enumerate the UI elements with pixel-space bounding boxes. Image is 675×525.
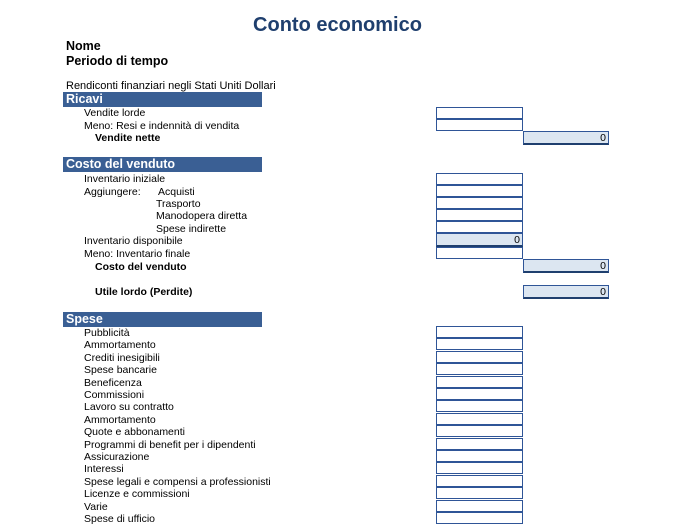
expense-input[interactable] xyxy=(436,326,523,338)
expense-input[interactable] xyxy=(436,487,523,499)
expense-input[interactable] xyxy=(436,413,523,425)
expense-input[interactable] xyxy=(436,388,523,400)
section-header-revenue: Ricavi xyxy=(63,92,262,107)
label-closing-inventory: Meno: Inventario finale xyxy=(84,248,191,260)
expense-input[interactable] xyxy=(436,500,523,512)
currency-note: Rendiconti finanziari negli Stati Uniti Dollari xyxy=(66,80,276,92)
label-purchases: Acquisti xyxy=(158,186,195,198)
expense-label: Assicurazione xyxy=(84,451,150,463)
expense-label: Spese di ufficio xyxy=(84,513,156,525)
expense-label: Interessi xyxy=(84,463,124,476)
expense-label: Ammortamento xyxy=(84,413,156,426)
expense-label: Commissioni xyxy=(84,389,145,401)
label-gross-sales: Vendite lorde xyxy=(84,107,146,119)
expense-input[interactable] xyxy=(436,450,523,462)
label-gross-profit: Utile lordo (Perdite) xyxy=(95,286,193,298)
expense-input[interactable] xyxy=(436,475,523,487)
expense-input[interactable] xyxy=(436,351,523,363)
expense-input[interactable] xyxy=(436,462,523,474)
expense-label: Spese legali e compensi a professionisti xyxy=(84,475,271,488)
expense-input[interactable] xyxy=(436,438,523,450)
name-label: Nome xyxy=(66,39,101,53)
label-direct-labor: Manodopera diretta xyxy=(156,210,248,222)
total-cogs: 0 xyxy=(523,259,609,273)
expense-label: Varie xyxy=(84,500,108,513)
expense-label: Ammortamento xyxy=(84,339,156,352)
label-net-sales: Vendite nette xyxy=(95,132,161,144)
input-purchases[interactable] xyxy=(436,185,523,197)
expense-input[interactable] xyxy=(436,512,523,524)
expense-label: Pubblicità xyxy=(84,327,130,339)
expense-label: Spese bancarie xyxy=(84,364,157,377)
expense-input[interactable] xyxy=(436,376,523,388)
expense-label: Licenze e commissioni xyxy=(84,488,190,501)
input-direct-labor[interactable] xyxy=(436,209,523,221)
label-add: Aggiungere: xyxy=(84,186,141,198)
label-opening-inventory: Inventario iniziale xyxy=(84,173,166,185)
input-overhead[interactable] xyxy=(436,221,523,233)
total-available-inventory: 0 xyxy=(436,233,523,247)
expense-input[interactable] xyxy=(436,363,523,375)
total-gross-profit: 0 xyxy=(523,285,609,299)
input-freight[interactable] xyxy=(436,197,523,209)
expense-input[interactable] xyxy=(436,400,523,412)
section-header-cogs: Costo del venduto xyxy=(63,157,262,172)
input-gross-sales[interactable] xyxy=(436,107,523,119)
label-cogs-total: Costo del venduto xyxy=(95,261,187,273)
input-returns[interactable] xyxy=(436,119,523,131)
expense-label: Beneficenza xyxy=(84,376,142,389)
label-returns: Meno: Resi e indennità di vendita xyxy=(84,120,240,132)
section-header-expenses: Spese xyxy=(63,312,262,327)
expense-label: Lavoro su contratto xyxy=(84,401,174,414)
expense-input[interactable] xyxy=(436,338,523,350)
label-overhead: Spese indirette xyxy=(156,223,227,235)
expense-label: Programmi di benefit per i dipendenti xyxy=(84,438,256,451)
expense-label: Crediti inesigibili xyxy=(84,351,160,364)
page-title: Conto economico xyxy=(253,14,422,36)
total-net-sales: 0 xyxy=(523,131,609,145)
input-closing-inventory[interactable] xyxy=(436,247,523,259)
expense-label: Quote e abbonamenti xyxy=(84,426,185,439)
input-opening-inventory[interactable] xyxy=(436,173,523,185)
label-available-inventory: Inventario disponibile xyxy=(84,235,183,247)
expense-input[interactable] xyxy=(436,425,523,437)
label-freight: Trasporto xyxy=(156,198,201,210)
period-label: Periodo di tempo xyxy=(66,54,169,68)
